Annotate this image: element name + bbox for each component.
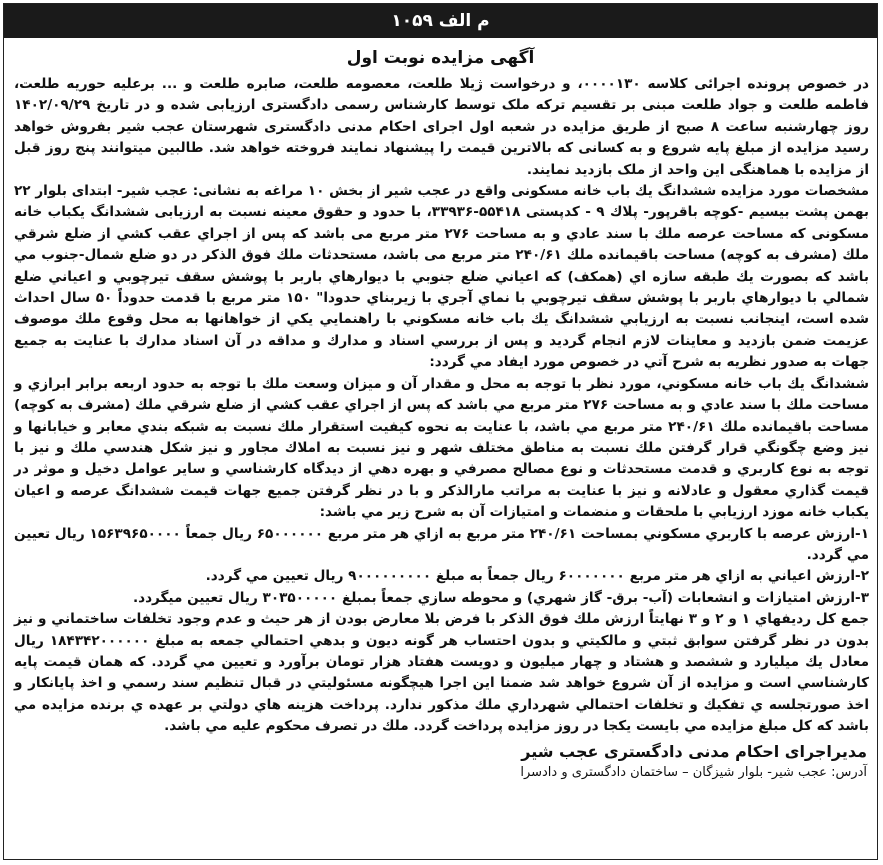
notice-title: آگهی مزایده نوبت اول	[346, 48, 535, 68]
notice-code-bar	[4, 4, 877, 38]
notice-frame	[3, 3, 878, 860]
signature: مدیراجرای احکام مدنی دادگستری عجب شیر	[521, 741, 867, 761]
address: آدرس: عجب شیر- بلوار شیزگان – ساختمان دادگستری و دادسرا	[520, 764, 867, 780]
notice-body	[4, 74, 877, 738]
paragraph-specs: مشخصات مورد مزایده ششدانگ یك باب خانه مسکونی واقع در عجب شیر از بخش ۱۰ مراغه به نشانی: عجب شیر- ابتدای بلوار ۲۲ بهمن پشت بیسیم -کوچه باقرپور- پلاك ۹ - کدپستی ۵۵۴۱۸-۳۳۹۳۶، با حدود و حقوق معینه نسبت به ارزیابی ششدانگ یکباب خانه مسکونی که مساحت عرصه ملك با سند عادي و به مساحت ۲۷۶ متر مربع می باشد که پس از اجراي عقب کشي از ضلع شرقي ملك (مشرف به کوچه) مساحت باقیمانده ملك ۲۴۰/۶۱ متر مربع می باشد، مستحدثات ملك فوق الذکر در دو ضلع شمال-جنوب مي باشد که بصورت يك طبقه سازه اي (همکف) که اعياني ضلع جنوبي با ديوارهاي باربر با پوشش سقف تيرچوبي و اعياني ضلع شمالي با ديوارهاي باربر با پوشش سقف تيرچوبي با نماي آجري با زيربناي حدودا" ۱۵۰ متر مربع با قدمت حدوداً ۵۰ سال احداث شده است، اينجانب نسبت به ارزيابي ششدانگ يك باب خانه مسکوني با راهنمايي يکي از خواهانها به محل وقوع ملك موصوف عزيمت ضمن بازديد و معاينات لازم انجام گرديد و پس از بررسي اسناد و مدارك و مداقه در آن اسناد مدارك با عنايت به جميع جهات به صدور نظريه به شرح آتي در خصوص مورد ايفاد مي گردد:	[14, 183, 869, 371]
paragraph-item-3: ۳-ارزش امتيازات و انشعابات (آب- برق- گاز شهري) و محوطه سازي جمعاً بمبلغ ۳۰۳۵۰۰۰۰۰ ريال تعيين ميگردد.	[132, 589, 869, 606]
paragraph-assessment: ششدانگ يك باب خانه مسکوني، مورد نظر با توجه به محل و مقدار آن و ميزان وسعت ملك با توجه به حدود اربعه برابر ابرازي و مساحت ملك با سند عادي و به مساحت ۲۷۶ متر مربع مي باشد که پس از اجراي عقب کشي از ضلع شرقي ملك (مشرف به کوچه) مساحت باقيمانده ملك ۲۴۰/۶۱ متر مربع مي باشد، با عنايت به نحوه کيفيت استقرار ملك نسبت به شبکه بندي معابر و خيابانها و نيز وضع چگونگي قرار گرفتن ملك نسبت به مناطق مختلف شهر و نيز نسبت به املاك مجاور و نيز شکل هندسي ملك و نيز با توجه به نوع کاربري و قدمت مستحدثات و نوع مصالح مصرفي و بهره دهي از ديدگاه کارشناسي و ساير عوامل دخيل و موثر در قيمت گذاري معقول و عادلانه و نيز با عنايت به مراتب مارالذکر و با در نظر گرفتن جميع جهات قيمت ششدانگ عرصه و اعيان يکباب خانه موزد ارزيابي با ملحقات و منضمات و امتيازات آن به شرح زير مي باشد:	[14, 375, 869, 521]
paragraph-item-2: ۲-ارزش اعياني به ازاي هر متر مربع ۶۰۰۰۰۰۰۰ ريال جمعاً به مبلغ ۹۰۰۰۰۰۰۰۰۰ ريال تعيين مي گردد.	[205, 568, 869, 585]
notice-code: م الف ۱۰۵۹	[391, 11, 490, 31]
paragraph-item-1: ۱-ارزش عرصه با کاربري مسکوني بمساحت ۲۴۰/۶۱ متر مربع به ازاي هر متر مربع ۶۵۰۰۰۰۰۰ ريال جمعاً ۱۵۶۳۹۶۵۰۰۰۰ ريال تعيين مي گردد.	[14, 525, 869, 563]
paragraph-intro: در خصوص پرونده اجرائی کلاسه ۰۰۰۰۱۳۰، و درخواست ژیلا طلعت، معصومه طلعت، صابره طلعت و ... برعلیه حوریه طلعت، فاطمه طلعت و جواد طلعت مبنی بر تقسیم ترکه ملک توسط کارشناس رسمی دادگستری ارزیابی شده و در تاریخ ۱۴۰۲/۰۹/۲۹ روز چهارشنبه ساعت ۸ صبح از طریق مزایده در شعبه اول اجرای احکام مدنی دادگستری شهرستان عجب شیر بفروش خواهد رسید مزایده از مبلغ پایه شروع و به کسانی که بالاترین قیمت را پیشنهاد نمایند فروخته خواهد شد. طالبین میتوانند پنج روز قبل از مزایده با هماهنگی این واحد از ملک بازدید نمایند.	[14, 76, 870, 178]
paragraph-total: جمع کل رديفهاي ۱ و ۲ و ۳ نهايتاً ارزش ملك فوق الذکر با فرض بلا معارض بودن از هر حيث و عدم وجود تخلفات ساختماني و نيز بدون در نظر گرفتن سوابق ثبتي و مالکيتي و بدون احتساب هر گونه ديون و بدهي احتمالي جمعه به مبلغ ۱۸۴۳۴۲۰۰۰۰۰۰ ريال معادل يك ميليارد و ششصد و هشتاد و چهار ميليون و دويست هفتاد هزار تومان برآورد و تعيين مي گردد. که همان قيمت پايه کارشناسي است و مزايده از آن شروع خواهد شد ضمنا اين اجرا هيچگونه مسئوليتي در قبال تنظيم سند رسمي و اخذ پايانکار و اخذ صورتجلسه ي تفکيك و تخلفات احتمالي شهرداري ملك مذکور ندارد. پرداخت هزينه هاي دولتي بر عهده ي برنده مزايده مي باشد که کل مبلغ مزايده مي بايست يکجا در روز مزايده پرداخت گردد. ملك در تصرف محکوم عليه مي باشد.	[14, 611, 870, 735]
